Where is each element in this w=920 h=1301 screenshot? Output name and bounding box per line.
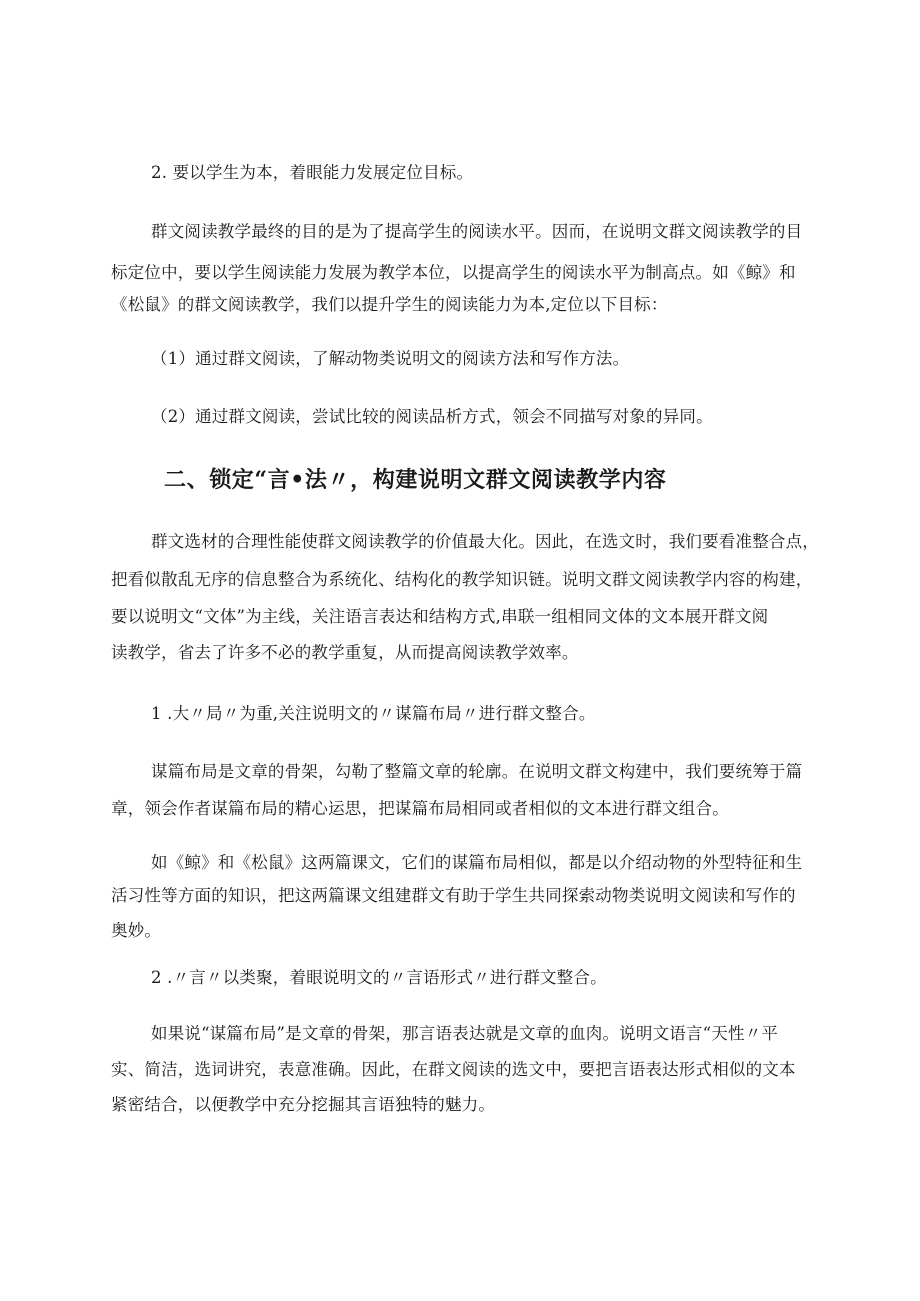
paragraph-line: 读教学，省去了许多不必的教学重复，从而提高阅读教学效率。 (111, 643, 579, 662)
paragraph-line: 群文选材的合理性能使群文阅读教学的价值最大化。因此，在选文时，我们要看准整合点， (151, 532, 819, 551)
paragraph-line: 群文阅读教学最终的目的是为了提高学生的阅读水平。因而，在说明文群文阅读教学的目 (151, 222, 803, 241)
goal-item-1: （1）通过群文阅读，了解动物类说明文的阅读方法和写作方法。 (151, 349, 630, 368)
goal-item-2: （2）通过群文阅读，尝试比较的阅读品析方式，领会不同描写对象的异同。 (151, 407, 713, 426)
paragraph-line: 谋篇布局是文章的骨架，勾勒了整篇文章的轮廓。在说明文群文构建中，我们要统筹于篇 (151, 762, 803, 781)
paragraph-line: 如《鲸》和《松鼠》这两篇课文，它们的谋篇布局相似，都是以介绍动物的外型特征和生 (151, 853, 803, 872)
paragraph-line: 如果说“谋篇布局”是文章的骨架，那言语表达就是文章的血肉。说明文语言“天性〃平 (151, 1024, 779, 1043)
subsection-title-1: 1 .大〃局〃为重,关注说明文的〃谋篇布局〃进行群文整合。 (151, 704, 596, 723)
subsection-title-2: 2 .〃言〃以类聚，着眼说明文的〃言语形式〃进行群文整合。 (151, 968, 607, 987)
paragraph-line: 奥妙。 (111, 921, 162, 940)
section-heading: 二、锁定“言•法〃，构建说明文群文阅读教学内容 (164, 467, 667, 493)
paragraph-line: 《松鼠》的群文阅读教学，我们以提升学生的阅读能力为本,定位以下目标： (111, 295, 668, 314)
paragraph-line: 章，领会作者谋篇布局的精心运思，把谋篇布局相同或者相似的文本进行群文组合。 (111, 799, 729, 818)
paragraph-line: 活习性等方面的知识，把这两篇课文组建群文有助于学生共同探索动物类说明文阅读和写作的 (111, 886, 796, 905)
paragraph-line: 实、简洁，选词讲究，表意准确。因此，在群文阅读的选文中，要把言语表达形式相似的文本 (111, 1060, 796, 1079)
paragraph-line: 紧密结合，以便教学中充分挖掘其言语独特的魅力。 (111, 1095, 496, 1114)
paragraph-line: 要以说明文“文体”为主线，关注语言表达和结构方式,串联一组相同文体的文本展开群文阅 (111, 607, 769, 626)
paragraph-line: 标定位中，要以学生阅读能力发展为教学本位，以提高学生的阅读水平为制高点。如《鲸》和 (111, 263, 796, 282)
paragraph-line: 把看似散乱无序的信息整合为系统化、结构化的教学知识链。说明文群文阅读教学内容的构建， (111, 570, 813, 589)
item-2-title: 2. 要以学生为本，着眼能力发展定位目标。 (151, 163, 474, 182)
